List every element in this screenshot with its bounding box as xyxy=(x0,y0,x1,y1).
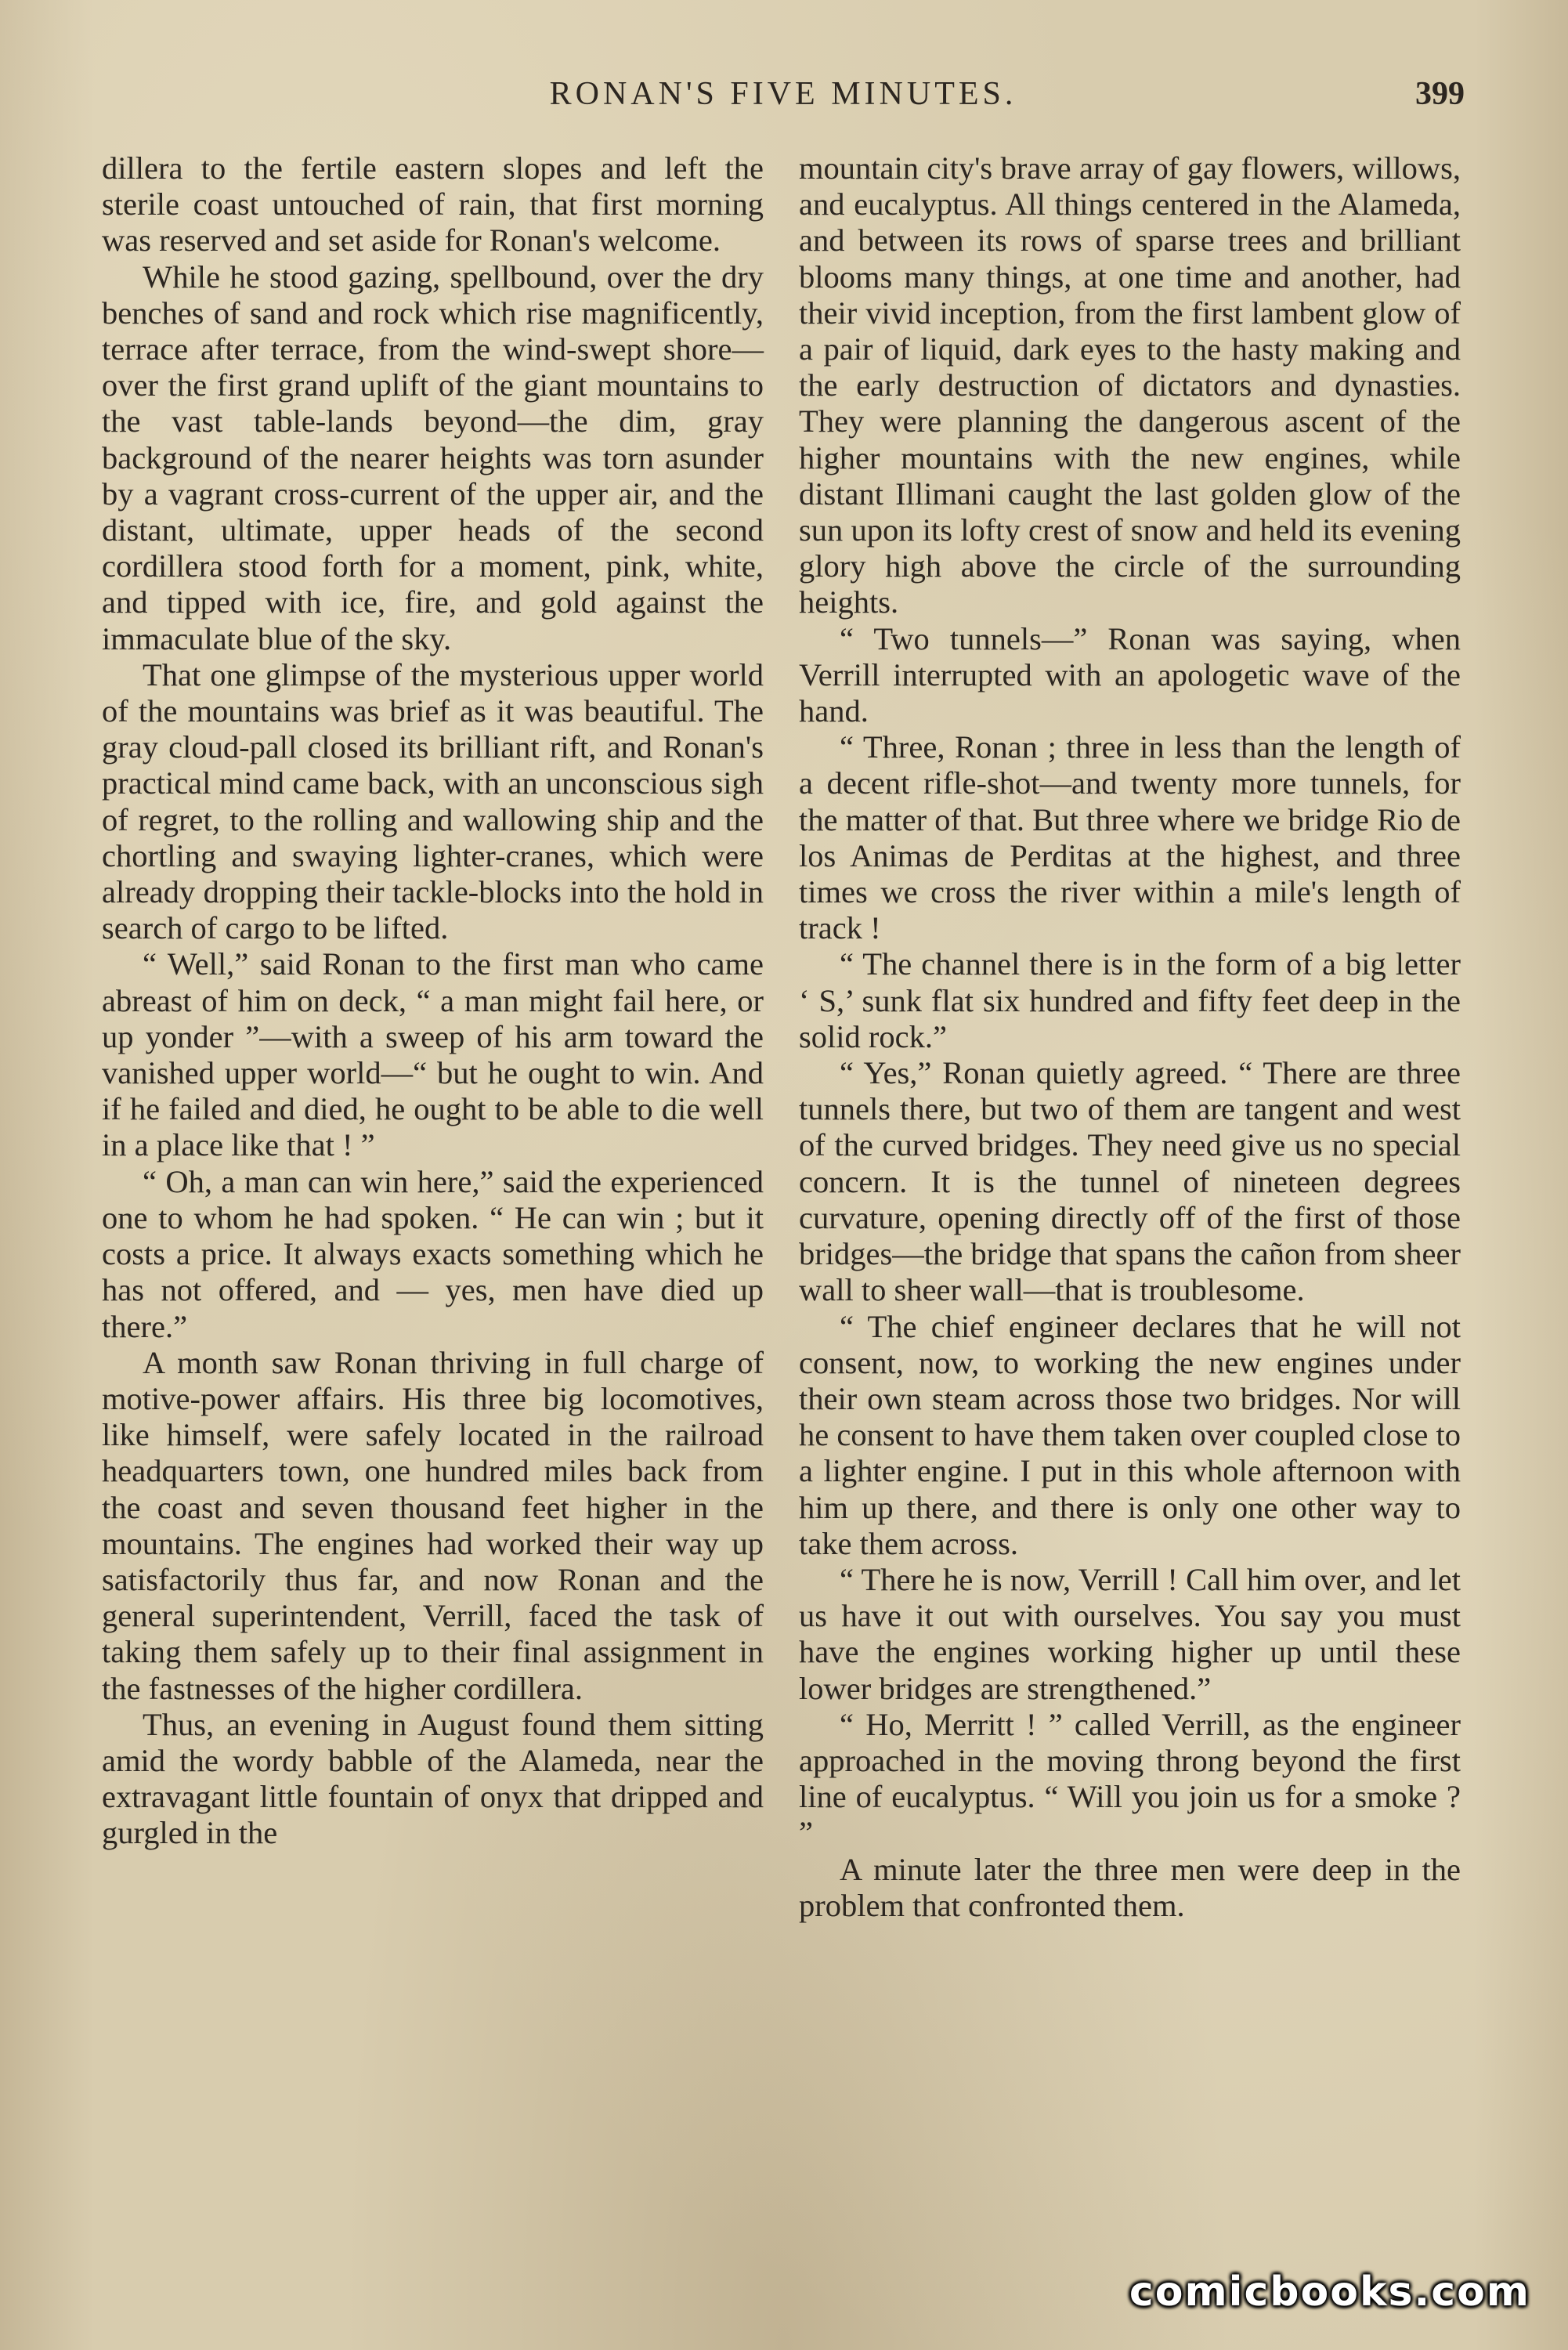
paragraph: “ Well,” said Ronan to the first man who came abreast of him on deck, “ a man might fail here, or up yonder ”—with a sweep of his arm toward the vanished upper world—“ but he ought to win. And if he failed and died, he ought to be able to die well in a place like that ! ” xyxy=(102,946,764,1163)
paragraph: “ Three, Ronan ; three in less than the length of a decent rifle-shot—and twenty more tunnels, for the matter of that. But three where we bridge Rio de los Animas de Perditas at the highest, and three times we cross the river within a mile's length of track ! xyxy=(799,729,1461,946)
paragraph: “ Yes,” Ronan quietly agreed. “ There are three tunnels there, but two of them are tangent and west of the curved bridges. They need give us no special concern. It is the tunnel of nineteen degrees curvature, opening directly off of the first of those bridges—the bridge that spans the cañon from sheer wall to sheer wall—that is troublesome. xyxy=(799,1055,1461,1308)
paragraph: A minute later the three men were deep in the problem that confronted them. xyxy=(799,1851,1461,1923)
paragraph: dillera to the fertile eastern slopes and left the sterile coast untouched of rain, that first morning was reserved and set aside for Ronan's welcome. xyxy=(102,150,764,258)
paragraph: “ Two tunnels—” Ronan was saying, when Verrill interrupted with an apologetic wave of the hand. xyxy=(799,620,1461,729)
paragraph: That one glimpse of the mysterious upper world of the mountains was brief as it was beautiful. The gray cloud-pall closed its brilliant rift, and Ronan's practical mind came back, with an unconscious sigh of regret, to the rolling and wallowing ship and the chortling and swaying lighter-cranes, which were already dropping their tackle-blocks into the hold in search of cargo to be lifted. xyxy=(102,656,764,946)
page-header xyxy=(102,75,1465,122)
paragraph: “ Oh, a man can win here,” said the experienced one to whom he had spoken. “ He can win ; but it costs a price. It always exacts something which he has not offered, and — yes, men have died up there.” xyxy=(102,1163,764,1344)
paragraph: “ The channel there is in the form of a big letter ‘ S,’ sunk flat six hundred and fifty feet deep in the solid rock.” xyxy=(799,946,1461,1054)
running-title: RONAN'S FIVE MINUTES. xyxy=(549,76,1017,112)
paragraph: “ The chief engineer declares that he will not consent, now, to working the new engines under their own steam across those two bridges. Nor will he consent to have them taken over coupled close to a lighter engine. I put in this whole afternoon with him up there, and there is only one other way to take them across. xyxy=(799,1308,1461,1561)
left-column xyxy=(102,150,764,1852)
paragraph: “ Ho, Merritt ! ” called Verrill, as the engineer approached in the moving throng beyond the first line of eucalyptus. “ Will you join us for a smoke ? ” xyxy=(799,1706,1461,1851)
paragraph: Thus, an evening in August found them sitting amid the wordy babble of the Alameda, near the extravagant little fountain of onyx that dripped and gurgled in the xyxy=(102,1706,764,1851)
right-column xyxy=(799,150,1461,1924)
paragraph: mountain city's brave array of gay flowers, willows, and eucalyptus. All things centered in the Alameda, and between its rows of sparse trees and brilliant blooms many things, at one time and another, had their vivid inception, from the first lambent glow of a pair of liquid, dark eyes to the hasty making and the early destruction of dictators and dynasties. They were planning the dangerous ascent of the higher mountains with the new engines, while distant Illimani caught the last golden glow of the sun upon its lofty crest of snow and held its evening glory high above the circle of the surrounding heights. xyxy=(799,150,1461,620)
paragraph: While he stood gazing, spellbound, over the dry benches of sand and rock which rise magnificently, terrace after terrace, from the wind-swept shore—over the first grand uplift of the giant mountains to the vast table-lands beyond—the dim, gray background of the nearer heights was torn asunder by a vagrant cross-current of the upper air, and the distant, ultimate, upper heads of the second cordillera stood forth for a moment, pink, white, and tipped with ice, fire, and gold against the immaculate blue of the sky. xyxy=(102,258,764,656)
watermark: comicbooks.com xyxy=(1129,2269,1530,2316)
paragraph: A month saw Ronan thriving in full charge of motive-power affairs. His three big locomotives, like himself, were safely located in the railroad headquarters town, one hundred miles back from the coast and seven thousand feet higher in the mountains. The engines had worked their way up satisfactorily thus far, and now Ronan and the general superintendent, Verrill, faced the task of taking them safely up to their final assignment in the fastnesses of the higher cordillera. xyxy=(102,1344,764,1706)
page-number: 399 xyxy=(1415,76,1465,112)
paragraph: “ There he is now, Verrill ! Call him over, and let us have it out with ourselves. You say you must have the engines working higher up until these lower bridges are strengthened.” xyxy=(799,1561,1461,1706)
